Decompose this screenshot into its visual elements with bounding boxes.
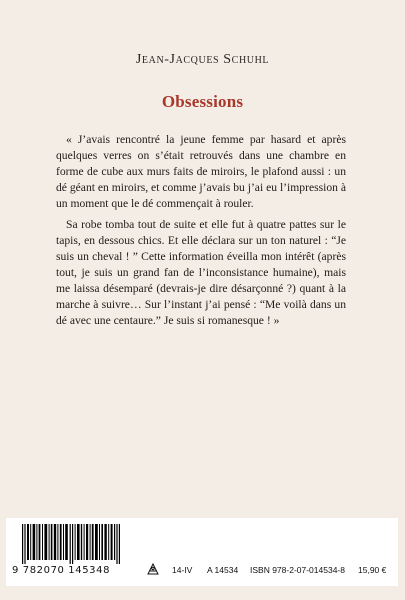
footer-price: 15,90 € — [358, 565, 387, 575]
author-name: Jean-Jacques Schuhl — [135, 52, 270, 67]
book-title: Obsessions — [161, 92, 244, 111]
blurb-text — [56, 132, 346, 334]
footer-code: 14-IV — [172, 565, 193, 575]
footer-isbn: ISBN 978-2-07-014534-8 — [250, 565, 345, 575]
blurb-paragraph-1: « J’avais rencontré la jeune femme par hasard et après quelques verres on s’était retrouvés dans une chambre en forme de cube aux murs faits de miroirs, le plafond aussi : un dé géant en miroirs, et comme j’avais bu j’ai eu l’impression à un moment que le dé commençait à rouler. — [56, 133, 346, 210]
blurb-paragraph-2: Sa robe tomba tout de suite et elle fut à quatre pattes sur le tapis, en dessous chics. Et elle déclara sur un ton naturel : “Je suis un cheval ! ” Cette information éveilla mon intérêt (après tout, je suis un grand fan de l’inconsistance humaine), mais me laissa désemparé (devrais-je dire désarçonné ?) quant à la marche à suivre… Sur l’instant j’ai pensé : “Me voilà dans un dé avec une centaure.” Je suis si romanesque ! » — [56, 218, 346, 327]
publisher-logo-icon — [146, 562, 160, 576]
barcode-footer — [6, 518, 398, 586]
barcode-icon — [22, 524, 126, 564]
barcode-digits: 9 782070 145348 — [12, 565, 111, 576]
footer-ref: A 14534 — [207, 565, 239, 575]
